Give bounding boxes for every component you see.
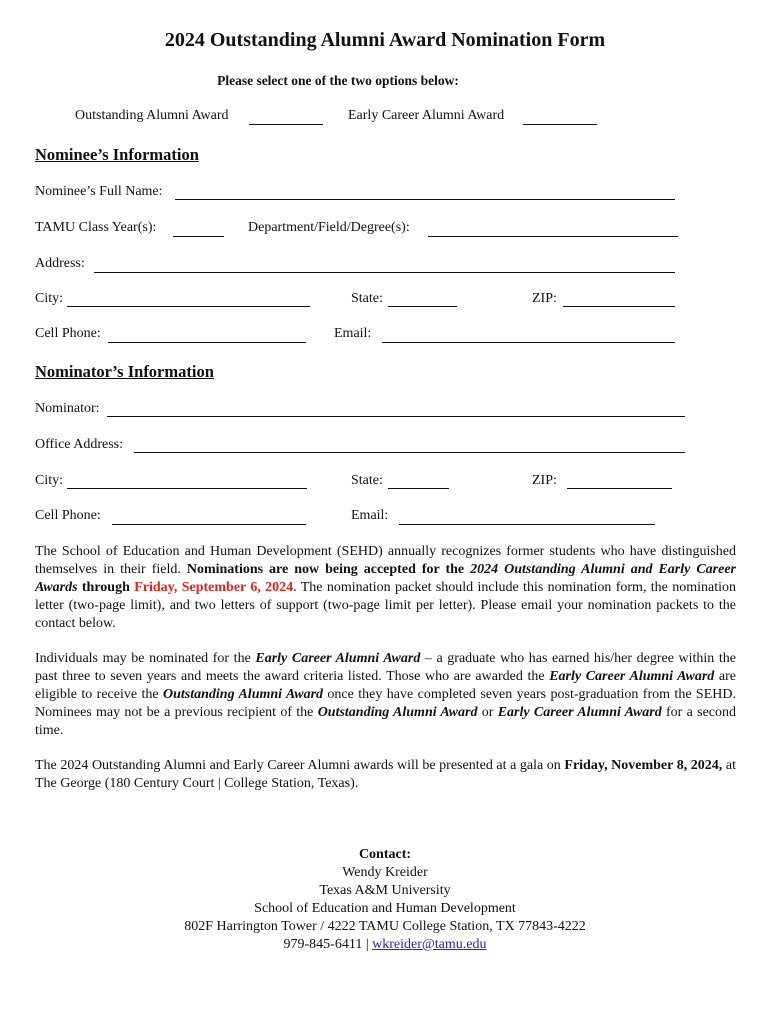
contact-phone: 979-845-6411 | — [283, 937, 373, 952]
contact-phone-email-line — [0, 936, 770, 954]
state-field[interactable] — [388, 306, 457, 307]
option-early-career[interactable] — [348, 108, 504, 124]
nominator-state-field[interactable] — [388, 488, 449, 489]
city-field[interactable] — [67, 306, 310, 307]
nominator-cell-field[interactable] — [112, 524, 306, 525]
nominator-state-label: State: — [351, 473, 383, 488]
award-name: Outstanding Alumni Award — [163, 687, 324, 702]
paragraph-gala — [35, 757, 736, 793]
award-name: Outstanding Alumni Award — [317, 705, 478, 720]
paragraph-text: for a second time. — [35, 705, 736, 738]
paragraph-text: The School of Education and Human Development (SEHD) annually recognizes former students who have distinguished themselves in their field. — [35, 544, 736, 577]
email-field[interactable] — [382, 342, 675, 343]
address-label: Address: — [35, 256, 85, 271]
office-address-label: Office Address: — [35, 437, 123, 452]
office-address-field[interactable] — [134, 452, 685, 453]
contact-name: Wendy Kreider — [342, 865, 428, 880]
department-label: Department/Field/Degree(s): — [248, 220, 410, 235]
deadline-date: Friday, September 6, 2024 — [134, 580, 294, 595]
contact-address: 802F Harrington Tower / 4222 TAMU College Station, TX 77843-4222 — [184, 919, 586, 934]
paragraph-intro — [35, 543, 736, 633]
city-label: City: — [35, 291, 64, 306]
paragraph-bold: through — [77, 580, 135, 595]
nominator-zip-label: ZIP: — [532, 473, 557, 488]
nominator-zip-field[interactable] — [567, 488, 672, 489]
contact-email-link[interactable]: wkreider@tamu.edu — [372, 937, 487, 952]
paragraph-text: are eligible to receive the — [35, 669, 736, 702]
award-name: Early Career Alumni Award — [497, 705, 662, 720]
class-year-label: TAMU Class Year(s): — [35, 220, 157, 235]
contact-school: School of Education and Human Development — [254, 901, 516, 916]
nominator-cell-label: Cell Phone: — [35, 508, 101, 523]
paragraph-text: once they have completed seven years post-graduation from the SEHD. Nominees may not be a previous recipient of the — [35, 687, 736, 720]
award-name: Early Career Alumni Award — [549, 669, 715, 684]
nominator-city-field[interactable] — [67, 488, 307, 489]
state-label: State: — [351, 291, 383, 306]
cell-phone-label: Cell Phone: — [35, 326, 101, 341]
paragraph-text: . The nomination packet should include this nomination form, the nomination letter (two-page limit), and two letters of support (two-page limit per letter). Please email your nomination packets to the contact below. — [35, 580, 736, 631]
cell-phone-field[interactable] — [108, 342, 306, 343]
paragraph-eligibility — [35, 650, 736, 740]
option-early-career-blank[interactable] — [523, 124, 597, 125]
address-field[interactable] — [94, 272, 675, 273]
contact-heading: Contact: — [358, 847, 412, 862]
nominator-email-field[interactable] — [399, 524, 655, 525]
nominator-city-label: City: — [35, 473, 64, 488]
zip-label: ZIP: — [532, 291, 557, 306]
award-names: 2024 Outstanding Alumni and Early Career Awards — [35, 562, 736, 595]
contact-block — [0, 846, 770, 954]
nominee-full-name-field[interactable] — [175, 199, 675, 200]
option-label: Early Career Alumni Award — [348, 108, 505, 123]
zip-field[interactable] — [563, 306, 675, 307]
paragraph-text: or — [477, 705, 498, 720]
page-title: 2024 Outstanding Alumni Award Nomination Form — [164, 29, 606, 51]
paragraph-text: The 2024 Outstanding Alumni and Early Career Alumni awards will be presented at a gala on — [35, 758, 565, 773]
department-field[interactable] — [428, 236, 678, 237]
option-label: Outstanding Alumni Award — [75, 108, 229, 123]
nominator-heading: Nominator’s Information — [35, 362, 214, 381]
nominee-heading: Nominee’s Information — [35, 145, 199, 164]
nominee-full-name-label: Nominee’s Full Name: — [35, 184, 163, 199]
option-outstanding-alumni[interactable] — [75, 108, 229, 124]
nominator-field[interactable] — [107, 416, 685, 417]
paragraph-text: – a graduate who has earned his/her degree within the past three to seven years and meets the award criteria listed. Those who are awarded the — [35, 651, 736, 684]
award-name: Early Career Alumni Award — [255, 651, 421, 666]
paragraph-text: Individuals may be nominated for the — [35, 651, 256, 666]
contact-university: Texas A&M University — [319, 883, 451, 898]
nominator-label: Nominator: — [35, 401, 100, 416]
gala-date: Friday, November 8, 2024, — [564, 758, 723, 773]
instruction-text: Please select one of the two options below: — [217, 73, 459, 88]
email-label: Email: — [334, 326, 372, 341]
paragraph-bold: Nominations are now being accepted for the — [186, 562, 471, 577]
nominator-email-label: Email: — [351, 508, 389, 523]
class-year-field[interactable] — [173, 236, 224, 237]
option-outstanding-blank[interactable] — [249, 124, 323, 125]
paragraph-text: at The George (180 Century Court | College Station, Texas). — [35, 758, 736, 791]
